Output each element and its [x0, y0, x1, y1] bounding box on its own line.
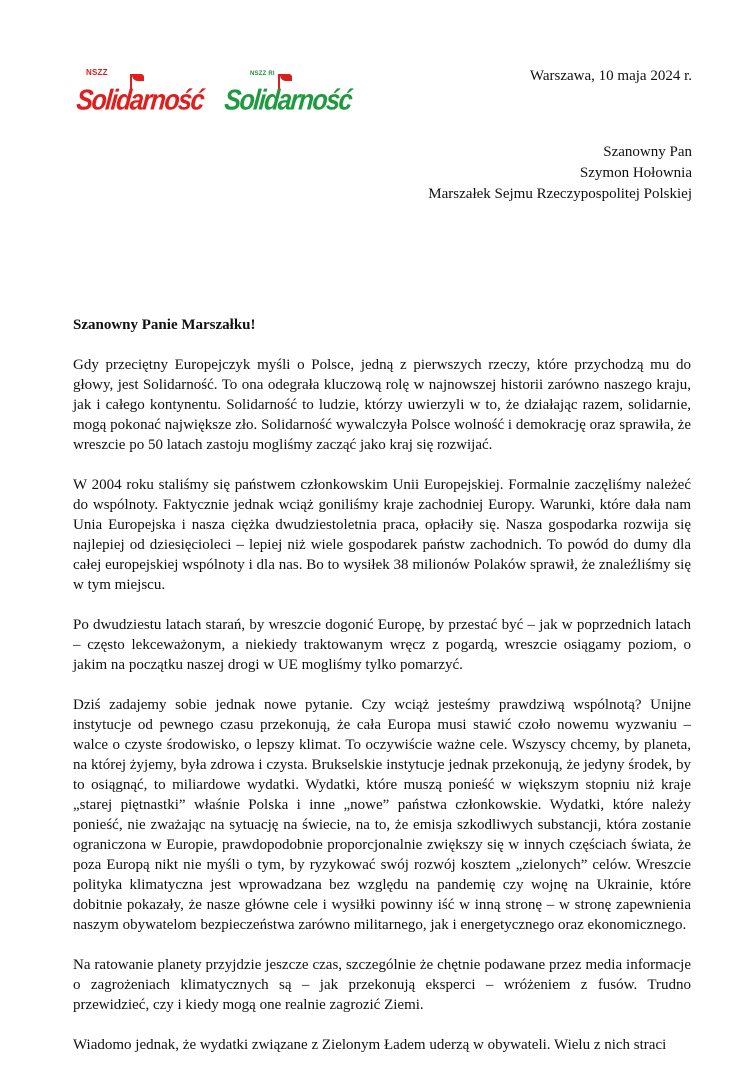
paragraph: Na ratowanie planety przyjdzie jeszcze czas, szczególnie że chętnie podawane przez media informacje o zagrożeniach klimatycznych są – jak przekonują eksperci – wróżeniem z fusów. Trudno przewidzieć, czy i kiedy mogą one realnie zagrozić Ziemi.: [73, 957, 691, 1013]
solidarnosc-logo-green: [223, 66, 356, 122]
recipient-title: Marszałek Sejmu Rzeczypospolitej Polskiej: [428, 186, 692, 202]
logos: [75, 66, 368, 122]
paragraph: Po dwudziestu latach starań, by wreszcie dogonić Europę, by przestać być – jak w poprzednich latach – często lekceważonym, a niekiedy traktowanym wręcz z pogardą, wreszcie osiągamy poziom, o jakim na początku naszej drogi w UE mogliśmy tylko pomarzyć.: [73, 617, 691, 673]
paragraph: Dziś zadajemy sobie jednak nowe pytanie. Czy wciąż jesteśmy prawdziwą wspólnotą? Unijne instytucje od pewnego czasu przekonują, że cała Europa musi stawić czoło nowemu wyzwaniu – walce o czyste środowisko, o lepszy klimat. To oczywiście ważne cele. Wszyscy chcemy, by planeta, na której żyjemy, była zdrowa i czysta. Brukselskie instytucje jednak przekonują, że jedyny środek, by to osiągnąć, to miliardowe wydatki. Wydatki, które muszą ponieść w większym stopniu niż kraje „starej piętnastki” właśnie Polska i inne „nowe” państwa członkowskie. Wydatki, które należy ponieść, nie zważając na sytuację na świecie, na to, że emisja szkodliwych substancji, która zostanie ograniczona w Europie, prawdopodobnie proporcjonalnie zwiększy się w innych częściach świata, że poza Europą nikt nie myśli o tym, by ryzykować swój rozwój kosztem „zielonych” celów. Wreszcie polityka klimatyczna jest wprowadzana bez względu na pandemię czy wojnę na Ukrainie, które dobitnie pokazały, że nasze główne cele i wysiłki powinny iść w inną stronę – w stronę zapewnienia naszym obywatelom bezpieczeństwa zarówno militarnego, jak i energetycznego oraz ekonomicznego.: [73, 697, 691, 933]
paragraph: Gdy przeciętny Europejczyk myśli o Polsce, jedną z pierwszych rzeczy, które przychodzą mu do głowy, jest Solidarność. To ona odegrała kluczową rolę w najnowszej historii zarówno naszego kraju, jak i całego kontynentu. Solidarność to ludzie, którzy uwierzyli w to, że działając razem, solidarnie, mogą pokonać największe zło. Solidarność wywalczyła Polsce wolność i demokrację oraz sprawiła, że wreszcie po 50 latach zastoju mogliśmy zacząć jako kraj się rozwijać.: [73, 357, 691, 453]
logo-small-text: NSZZ RI: [250, 71, 275, 77]
letter-date: Warszawa, 10 maja 2024 r.: [529, 68, 692, 84]
paragraph: W 2004 roku staliśmy się państwem członkowskim Unii Europejskiej. Formalnie zaczęliśmy należeć do wspólnoty. Faktycznie jednak wciąż goniliśmy kraje zachodniej Europy. Warunki, które dała nam Unia Europejska i nasza ciężka dwudziestoletnia praca, opłaciły się. Nasza gospodarka rozwija się najlepiej od dziesięcioleci – lepiej niż wiele gospodarek państw zachodnich. To powód do dumy dla całej europejskiej wspólnoty i dla nas. Bo to wysiłek 38 milionów Polaków sprawił, że znaleźliśmy się w tym miejscu.: [73, 477, 691, 593]
letter-body: [73, 355, 691, 1075]
recipient-line: Szanowny Pan: [603, 144, 692, 160]
logo-small-text: NSZZ: [86, 68, 108, 77]
paragraph: Wiadomo jednak, że wydatki związane z Zielonym Ładem uderzą w obywateli. Wielu z nich straci: [73, 1037, 667, 1053]
recipient-block: [428, 142, 692, 205]
salutation: Szanowny Panie Marszałku!: [73, 317, 256, 333]
solidarnosc-logo-red: [75, 66, 208, 122]
recipient-name: Szymon Hołownia: [579, 165, 692, 181]
logo-wordmark: Solidarność: [223, 84, 353, 117]
logo-wordmark: Solidarność: [75, 84, 205, 117]
